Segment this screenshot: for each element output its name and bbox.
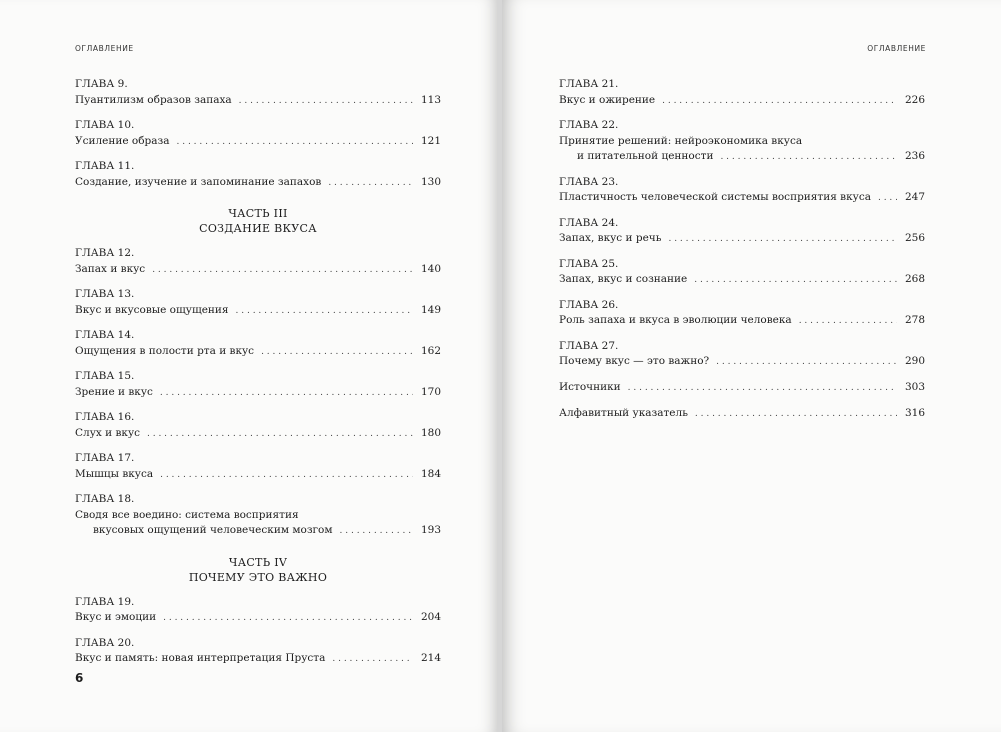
page-number: 204 [420, 611, 441, 623]
leader-dots [628, 381, 897, 397]
chapter-number: ГЛАВА 18. [75, 493, 135, 505]
page-folio: 6 [75, 671, 84, 685]
page-number: 316 [904, 407, 925, 419]
leader-dots [332, 652, 413, 668]
running-head-left: ОГЛАВЛЕНИЕ [75, 44, 134, 53]
toc-entry-index [559, 406, 925, 423]
chapter-number: ГЛАВА 14. [75, 329, 135, 341]
chapter-title: Почему вкус — это важно? [559, 355, 710, 367]
toc-entry [75, 287, 441, 319]
chapter-number: ГЛАВА 12. [75, 247, 135, 259]
chapter-number: ГЛАВА 9. [75, 78, 128, 90]
chapter-title-continued: и питательной ценности [577, 150, 714, 162]
toc-entry [75, 118, 441, 150]
chapter-title: Роль запаха и вкуса в эволюции человека [559, 314, 792, 326]
chapter-number: ГЛАВА 17. [75, 452, 135, 464]
chapter-number: ГЛАВА 11. [75, 160, 135, 172]
chapter-title: Запах и вкус [75, 262, 146, 275]
chapter-title: Усиление образа [75, 134, 170, 147]
page-number: 278 [904, 314, 925, 326]
chapter-title: Пластичность человеческой системы восприятия вкуса [559, 191, 871, 203]
chapter-number: ГЛАВА 16. [75, 411, 135, 423]
leader-dots [147, 427, 413, 443]
toc-entry [559, 257, 925, 289]
toc-entry [75, 492, 441, 540]
toc-entry [75, 451, 441, 483]
leader-dots [662, 94, 897, 110]
leader-dots [163, 611, 413, 627]
chapter-number: ГЛАВА 19. [75, 595, 135, 608]
page-number: 130 [420, 175, 441, 188]
toc-entry [75, 369, 441, 401]
chapter-title: Вкус и вкусовые ощущения [75, 303, 229, 316]
chapter-title: Вкус и эмоции [75, 611, 157, 623]
chapter-title: Сводя все воедино: система восприятия [75, 508, 299, 521]
leader-dots [720, 150, 897, 166]
leader-dots [160, 468, 413, 484]
toc-entry [559, 339, 925, 371]
leader-dots [694, 273, 897, 289]
leader-dots [340, 524, 413, 540]
toc-entry [75, 410, 441, 442]
chapter-title: Создание, изучение и запоминание запахов [75, 175, 322, 188]
part-title: ПОЧЕМУ ЭТО ВАЖНО [188, 570, 328, 584]
page-number: 236 [904, 150, 925, 162]
chapter-title: Принятие решений: нейроэкономика вкуса [559, 134, 803, 147]
chapter-title: Запах, вкус и сознание [559, 273, 688, 285]
page-number: 256 [904, 232, 925, 244]
part-label: ЧАСТЬ IV [228, 555, 288, 569]
toc-entry [75, 636, 441, 668]
page-number: 180 [420, 426, 441, 439]
chapter-title: Запах, вкус и речь [559, 232, 662, 244]
page-number: 268 [904, 273, 925, 285]
leader-dots [160, 386, 413, 402]
toc-entry [559, 216, 925, 248]
running-head-right: ОГЛАВЛЕНИЕ [867, 44, 926, 53]
chapter-number: ГЛАВА 23. [559, 175, 619, 188]
part-label: ЧАСТЬ III [228, 207, 288, 220]
toc-entry [75, 595, 441, 627]
leader-dots [236, 304, 413, 320]
chapter-number: ГЛАВА 10. [75, 119, 135, 131]
leader-dots [177, 135, 413, 151]
toc-entry [75, 159, 441, 191]
toc-entry [559, 298, 925, 330]
page-number: 303 [904, 380, 925, 393]
page-number: 214 [420, 652, 441, 664]
leader-dots [328, 176, 413, 192]
chapter-title: Вкус и ожирение [559, 93, 656, 106]
left-page [0, 0, 497, 732]
page-number: 140 [420, 262, 441, 275]
toc-entry [559, 175, 925, 207]
chapter-number: ГЛАВА 15. [75, 370, 135, 382]
page-number: 184 [420, 467, 441, 480]
page-number: 247 [904, 191, 925, 203]
chapter-number: ГЛАВА 25. [559, 257, 619, 270]
chapter-number: ГЛАВА 27. [559, 339, 619, 352]
chapter-title: Пуантилизм образов запаха [75, 93, 232, 106]
page-number: 149 [420, 303, 441, 316]
chapter-title: Слух и вкус [75, 426, 141, 439]
right-page [502, 0, 1001, 732]
chapter-number: ГЛАВА 22. [559, 119, 619, 131]
page-number: 170 [420, 385, 441, 398]
leader-dots [261, 345, 413, 361]
page-number: 193 [420, 524, 441, 536]
chapter-number: ГЛАВА 26. [559, 298, 619, 311]
leader-dots [695, 407, 897, 423]
page-number: 226 [904, 93, 925, 106]
chapter-title: Вкус и память: новая интерпретация Пруста [75, 652, 326, 664]
chapter-title: Ощущения в полости рта и вкус [75, 344, 255, 357]
part-heading [75, 555, 441, 585]
toc-entry [75, 328, 441, 360]
chapter-title: Зрение и вкус [75, 385, 153, 398]
leader-dots [716, 355, 897, 371]
toc-entry [75, 77, 441, 109]
leader-dots [878, 191, 897, 207]
toc-entry-sources [559, 380, 925, 397]
part-title: СОЗДАНИЕ ВКУСА [199, 222, 317, 235]
chapter-title-continued: вкусовых ощущений человеческим мозгом [93, 524, 333, 536]
leader-dots [668, 232, 897, 248]
chapter-number: ГЛАВА 20. [75, 636, 135, 649]
toc-entry [75, 246, 441, 278]
toc-entry [559, 118, 925, 166]
leader-dots [239, 94, 413, 110]
page-number: 121 [420, 134, 441, 147]
page-number: 162 [420, 344, 441, 357]
leader-dots [152, 263, 413, 279]
leader-dots [799, 314, 897, 330]
toc-left [75, 77, 441, 677]
toc-entry [559, 77, 925, 109]
chapter-number: ГЛАВА 13. [75, 288, 135, 300]
chapter-number: ГЛАВА 24. [559, 216, 619, 229]
chapter-title: Мышцы вкуса [75, 467, 154, 480]
sources-title: Источники [559, 380, 621, 393]
chapter-number: ГЛАВА 21. [559, 78, 619, 90]
part-heading [75, 206, 441, 236]
toc-right [559, 77, 925, 433]
page-number: 290 [904, 355, 925, 367]
index-title: Алфавитный указатель [559, 407, 688, 419]
page-number: 113 [420, 93, 441, 106]
